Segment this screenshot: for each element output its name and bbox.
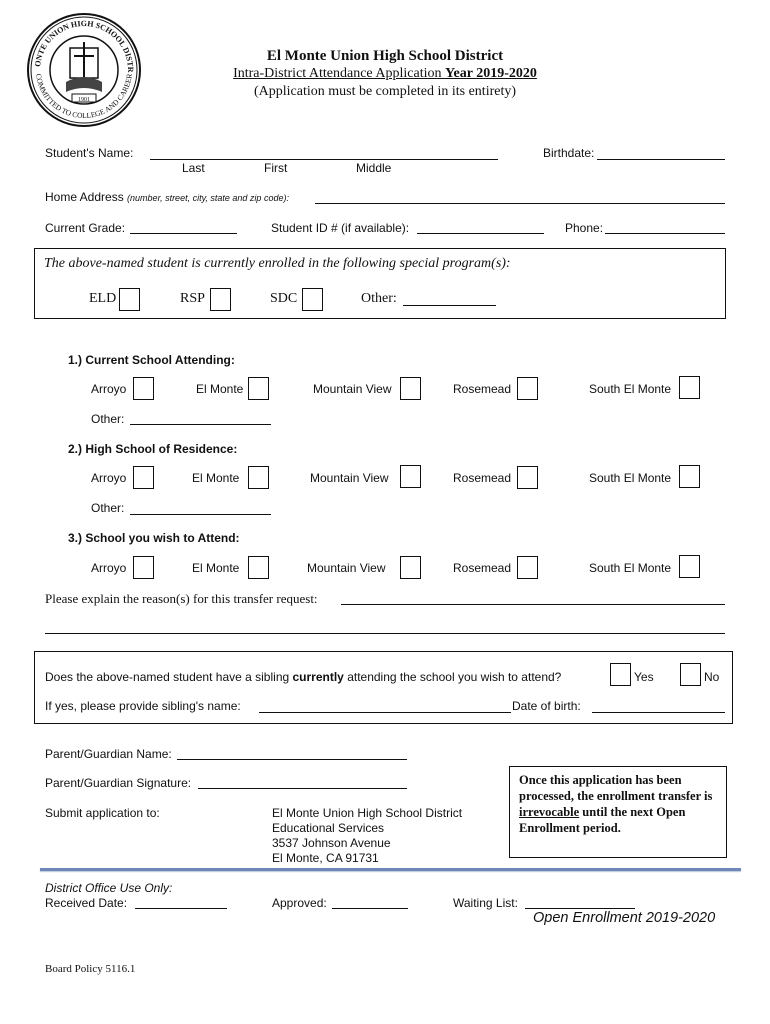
s3-southelmonte-label: South El Monte [589, 561, 672, 575]
sibling-no-label: No [704, 670, 720, 684]
birthdate-label: Birthdate: [543, 146, 595, 160]
student-name-field[interactable] [150, 159, 498, 160]
student-id-label: Student ID # (if available): [271, 221, 410, 235]
sibling-name-label: If yes, please provide sibling's name: [45, 699, 241, 713]
parent-signature-field[interactable] [198, 788, 407, 789]
last-caption: Last [182, 161, 205, 175]
address-line-3: 3537 Johnson Avenue [272, 836, 391, 850]
office-use-title: District Office Use Only: [45, 881, 173, 895]
rsp-checkbox[interactable] [210, 288, 231, 311]
parent-name-label: Parent/Guardian Name: [45, 747, 172, 761]
submit-address [272, 806, 462, 866]
sibling-name-field[interactable] [259, 712, 511, 713]
s1-other-label: Other: [91, 412, 125, 426]
grade-field[interactable] [130, 233, 237, 234]
district-title: El Monte Union High School District [266, 48, 504, 64]
sibling-question-c: attending the school you wish to attend? [343, 670, 562, 684]
s2-mountainview-label: Mountain View [310, 471, 389, 485]
program-other-field[interactable] [403, 305, 496, 306]
s2-other-label: Other: [91, 501, 125, 515]
sibling-yes-checkbox[interactable] [610, 663, 631, 686]
section-2-title: 2.) High School of Residence: [68, 442, 238, 456]
s2-elmonte-checkbox[interactable] [248, 466, 269, 489]
s3-rosemead-label: Rosemead [453, 561, 512, 575]
board-policy-footer: Board Policy 5116.1 [45, 963, 136, 975]
notice-text-a: Once this application has been processed, the enrollment transfer is [519, 773, 713, 803]
student-name-label: Student's Name: [45, 146, 134, 160]
s3-mountainview-checkbox[interactable] [400, 556, 421, 579]
address-label [45, 190, 289, 204]
section-3-title: 3.) School you wish to Attend: [68, 531, 240, 545]
address-label-text: Home Address [45, 190, 124, 204]
s2-rosemead-checkbox[interactable] [517, 466, 538, 489]
svg-text:1901: 1901 [78, 97, 90, 103]
sibling-question-b: currently [292, 670, 344, 684]
s1-elmonte-label: El Monte [196, 382, 244, 396]
subtitle-text: Intra-District Attendance Application [233, 66, 445, 81]
sibling-yes-label: Yes [634, 670, 654, 684]
form-subtitle [0, 66, 770, 82]
sibling-dob-label: Date of birth: [512, 699, 581, 713]
program-other-label: Other: [361, 291, 397, 306]
s2-arroyo-checkbox[interactable] [133, 466, 154, 489]
s3-southelmonte-checkbox[interactable] [679, 555, 700, 578]
s3-mountainview-label: Mountain View [307, 561, 386, 575]
student-id-field[interactable] [417, 233, 544, 234]
form-note: (Application must be completed in its entirety) [253, 84, 517, 99]
address-hint: (number, street, city, state and zip code): [127, 193, 289, 203]
s3-elmonte-label: El Monte [192, 561, 240, 575]
s1-arroyo-checkbox[interactable] [133, 377, 154, 400]
subtitle-year: Year 2019-2020 [444, 66, 537, 81]
waiting-list-label: Waiting List: [453, 896, 518, 910]
submit-label: Submit application to: [45, 806, 160, 820]
approved-label: Approved: [272, 896, 327, 910]
sibling-dob-field[interactable] [592, 712, 725, 713]
sibling-box [34, 651, 733, 724]
notice-text-c: until the next Open Enrollment period. [519, 805, 686, 835]
address-line-4: El Monte, CA 91731 [272, 851, 379, 865]
s2-mountainview-checkbox[interactable] [400, 465, 421, 488]
s1-mountainview-checkbox[interactable] [400, 377, 421, 400]
s1-southelmonte-checkbox[interactable] [679, 376, 700, 399]
eld-checkbox[interactable] [119, 288, 140, 311]
parent-signature-label: Parent/Guardian Signature: [45, 776, 192, 790]
svg-text:EL MONTE UNION HIGH SCHOOL DIS: ONTE UNION HIGH SCHOOL DISTR [33, 18, 136, 73]
s1-mountainview-label: Mountain View [313, 382, 392, 396]
phone-label: Phone: [565, 221, 604, 235]
sdc-label: SDC [270, 291, 298, 306]
s2-southelmonte-label: South El Monte [589, 471, 672, 485]
received-date-field[interactable] [135, 908, 227, 909]
sibling-question [45, 670, 561, 684]
address-line-1: El Monte Union High School District [272, 806, 463, 820]
s2-arroyo-label: Arroyo [91, 471, 127, 485]
s3-rosemead-checkbox[interactable] [517, 556, 538, 579]
first-caption: First [264, 161, 288, 175]
s2-other-field[interactable] [130, 514, 271, 515]
s3-arroyo-label: Arroyo [91, 561, 127, 575]
rsp-label: RSP [180, 291, 205, 306]
s1-rosemead-checkbox[interactable] [517, 377, 538, 400]
parent-name-field[interactable] [177, 759, 407, 760]
s1-southelmonte-label: South El Monte [589, 382, 672, 396]
sibling-question-a: Does the above-named student have a sibling [45, 670, 293, 684]
s3-arroyo-checkbox[interactable] [133, 556, 154, 579]
birthdate-field[interactable] [597, 159, 725, 160]
s1-other-field[interactable] [130, 424, 271, 425]
svg-text:COMMITTED TO COLLEGE AND CAREE: COMMITTED TO COLLEGE AND CAREER [34, 73, 134, 121]
address-field[interactable] [315, 203, 725, 204]
waiting-list-field[interactable] [525, 908, 635, 909]
notice-text-b: irrevocable [519, 805, 580, 819]
phone-field[interactable] [605, 233, 725, 234]
s2-elmonte-label: El Monte [192, 471, 240, 485]
sdc-checkbox[interactable] [302, 288, 323, 311]
address-line-2: Educational Services [272, 821, 385, 835]
grade-label: Current Grade: [45, 221, 126, 235]
s1-rosemead-label: Rosemead [453, 382, 512, 396]
s1-arroyo-label: Arroyo [91, 382, 127, 396]
s1-elmonte-checkbox[interactable] [248, 377, 269, 400]
section-1-title: 1.) Current School Attending: [68, 353, 235, 367]
reason-field-1[interactable] [341, 604, 725, 605]
s2-rosemead-label: Rosemead [453, 471, 512, 485]
sibling-no-checkbox[interactable] [680, 663, 701, 686]
reason-label: Please explain the reason(s) for this transfer request: [45, 591, 318, 606]
received-date-label: Received Date: [45, 896, 128, 910]
s2-southelmonte-checkbox[interactable] [679, 465, 700, 488]
middle-caption: Middle [356, 161, 392, 175]
reason-field-2[interactable] [45, 633, 725, 634]
irrevocable-notice [509, 766, 727, 858]
office-divider [40, 868, 741, 871]
programs-prompt: The above-named student is currently enrolled in the following special program(s): [44, 256, 511, 271]
approved-field[interactable] [332, 908, 408, 909]
open-enrollment-label: Open Enrollment 2019-2020 [533, 910, 716, 926]
eld-label: ELD [89, 291, 117, 306]
s3-elmonte-checkbox[interactable] [248, 556, 269, 579]
